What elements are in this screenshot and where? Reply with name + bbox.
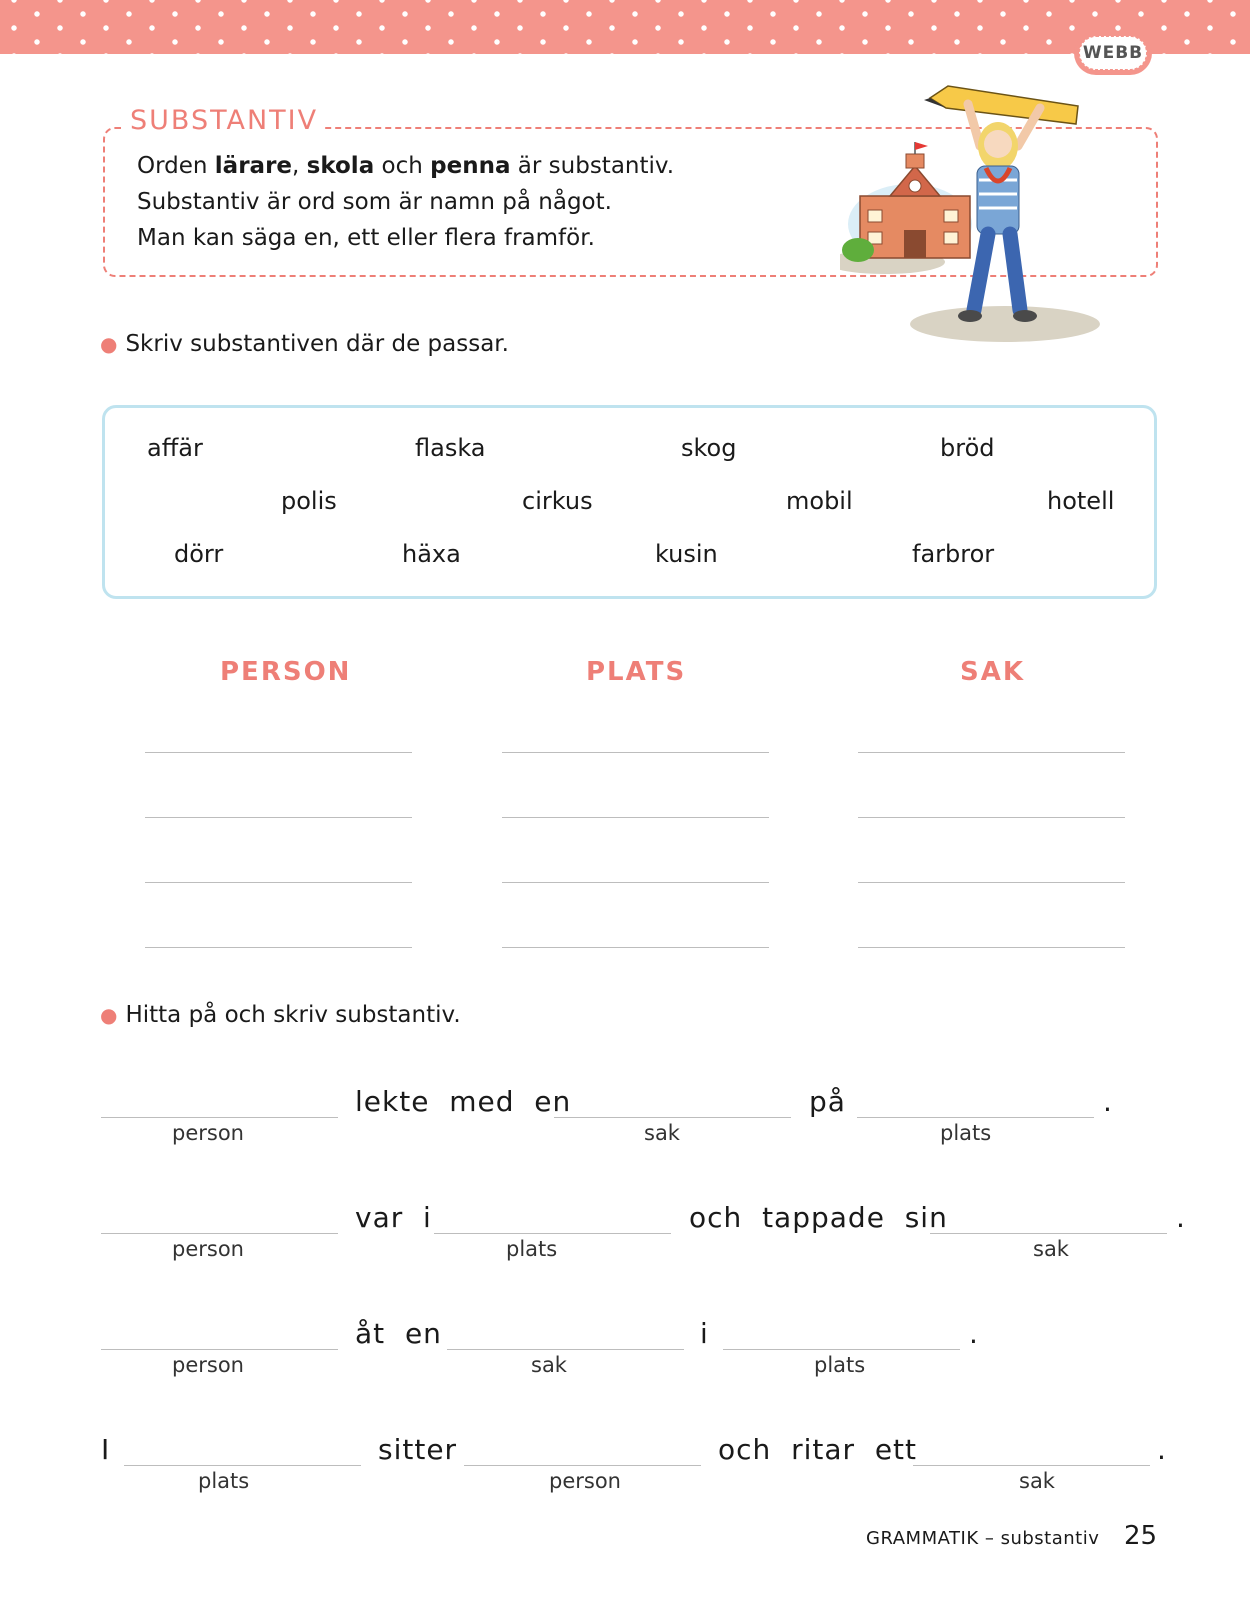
blank-label: person bbox=[172, 1121, 244, 1145]
plats-write-line[interactable] bbox=[502, 817, 769, 818]
sentence-3-text: åt en bbox=[355, 1317, 442, 1350]
sentence-1-text: lekte med en bbox=[355, 1085, 572, 1118]
column-header-person: PERSON bbox=[220, 657, 352, 687]
bullet-icon: ● bbox=[100, 332, 118, 356]
sentence-2-blank-sak[interactable] bbox=[930, 1233, 1167, 1234]
word-bank-word: bröd bbox=[940, 434, 995, 462]
person-write-line[interactable] bbox=[145, 752, 412, 753]
instruction-sort-nouns-text: Skriv substantiven där de passar. bbox=[125, 331, 509, 357]
blank-label: person bbox=[549, 1469, 621, 1493]
page-number: 25 bbox=[1124, 1521, 1158, 1551]
blank-label: plats bbox=[814, 1353, 866, 1377]
word-bank-box bbox=[102, 405, 1157, 599]
word-bank-word: affär bbox=[147, 434, 203, 462]
sak-write-line[interactable] bbox=[858, 882, 1125, 883]
blank-label: person bbox=[172, 1353, 244, 1377]
blank-label: plats bbox=[940, 1121, 992, 1145]
bullet-icon: ● bbox=[100, 1003, 118, 1027]
word-bank-word: mobil bbox=[786, 487, 853, 515]
decorative-header-band bbox=[0, 0, 1250, 54]
sentence-2-blank-plats[interactable] bbox=[434, 1233, 671, 1234]
sentence-3-blank-person[interactable] bbox=[101, 1349, 338, 1350]
sentence-3-blank-plats[interactable] bbox=[723, 1349, 960, 1350]
sentence-3-period: . bbox=[969, 1317, 979, 1350]
instruction-sort-nouns bbox=[100, 331, 509, 357]
sak-write-line[interactable] bbox=[858, 947, 1125, 948]
column-header-plats: PLATS bbox=[586, 657, 687, 687]
column-header-sak: SAK bbox=[960, 657, 1025, 687]
sentence-2-blank-person[interactable] bbox=[101, 1233, 338, 1234]
sentence-1-period: . bbox=[1103, 1085, 1113, 1118]
word-bank-word: hotell bbox=[1047, 487, 1115, 515]
word-bank-word: skog bbox=[681, 434, 737, 462]
sentence-3-text: i bbox=[700, 1317, 709, 1350]
blank-label: sak bbox=[644, 1121, 680, 1145]
word-bank-word: polis bbox=[281, 487, 337, 515]
sentence-1-blank-sak[interactable] bbox=[554, 1117, 791, 1118]
sentence-3-blank-sak[interactable] bbox=[447, 1349, 684, 1350]
plats-write-line[interactable] bbox=[502, 947, 769, 948]
definition-text bbox=[137, 148, 674, 256]
person-write-line[interactable] bbox=[145, 882, 412, 883]
blank-label: plats bbox=[198, 1469, 250, 1493]
sak-write-line[interactable] bbox=[858, 817, 1125, 818]
word-bank-word: farbror bbox=[912, 540, 995, 568]
sentence-4-text: och ritar ett bbox=[718, 1433, 917, 1466]
sentence-4-text: I bbox=[101, 1433, 111, 1466]
definition-line-1: Orden lärare, skola och penna är substantiv. bbox=[137, 153, 675, 179]
instruction-invent-nouns-text: Hitta på och skriv substantiv. bbox=[125, 1002, 461, 1028]
sentence-1-blank-person[interactable] bbox=[101, 1117, 338, 1118]
sentence-2-text: och tappade sin bbox=[689, 1201, 948, 1234]
footer-section-label: GRAMMATIK – substantiv bbox=[866, 1528, 1100, 1549]
sentence-2-period: . bbox=[1176, 1201, 1186, 1234]
blank-label: sak bbox=[1033, 1237, 1069, 1261]
blank-label: person bbox=[172, 1237, 244, 1261]
sentence-4-text: sitter bbox=[378, 1433, 458, 1466]
person-write-line[interactable] bbox=[145, 817, 412, 818]
definition-title: SUBSTANTIV bbox=[124, 105, 324, 136]
blank-label: sak bbox=[1019, 1469, 1055, 1493]
plats-write-line[interactable] bbox=[502, 752, 769, 753]
teacher-school-illustration bbox=[840, 84, 1110, 364]
person-write-line[interactable] bbox=[145, 947, 412, 948]
web-badge[interactable] bbox=[1074, 31, 1152, 75]
plats-write-line[interactable] bbox=[502, 882, 769, 883]
word-bank-word: cirkus bbox=[522, 487, 593, 515]
word-bank-word: häxa bbox=[402, 540, 461, 568]
sentence-1-blank-plats[interactable] bbox=[857, 1117, 1094, 1118]
instruction-invent-nouns bbox=[100, 1002, 461, 1028]
sentence-4-blank-plats[interactable] bbox=[124, 1465, 361, 1466]
sentence-2-text: var i bbox=[355, 1201, 432, 1234]
sentence-4-period: . bbox=[1157, 1433, 1167, 1466]
word-bank-word: kusin bbox=[655, 540, 718, 568]
web-badge-label: WEBB bbox=[1079, 36, 1147, 70]
blank-label: plats bbox=[506, 1237, 558, 1261]
sentence-1-text: på bbox=[809, 1085, 846, 1118]
sentence-4-blank-person[interactable] bbox=[464, 1465, 701, 1466]
word-bank-word: flaska bbox=[415, 434, 486, 462]
definition-line-3: Man kan säga en, ett eller flera framför. bbox=[137, 225, 595, 251]
sentence-4-blank-sak[interactable] bbox=[913, 1465, 1150, 1466]
blank-label: sak bbox=[531, 1353, 567, 1377]
definition-line-2: Substantiv är ord som är namn på något. bbox=[137, 189, 612, 215]
word-bank-word: dörr bbox=[174, 540, 224, 568]
sak-write-line[interactable] bbox=[858, 752, 1125, 753]
